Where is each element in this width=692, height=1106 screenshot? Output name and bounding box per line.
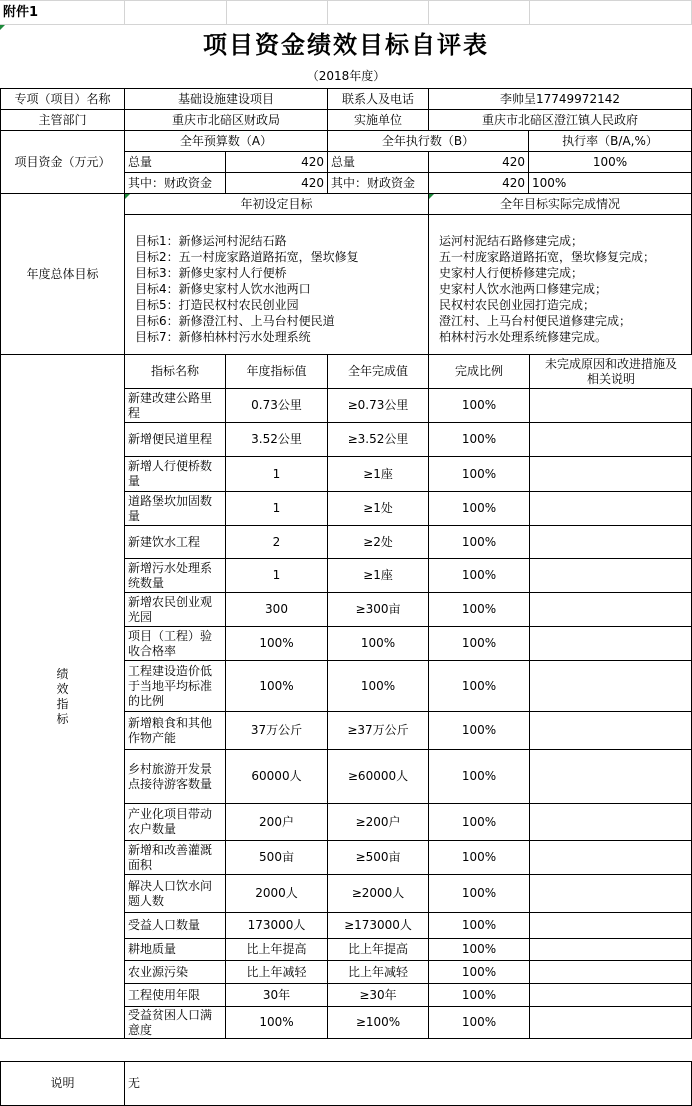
indicator-ratio: 100% xyxy=(428,840,530,875)
indicator-target: 比上年提高 xyxy=(225,938,328,961)
indicator-name: 新增便民道里程 xyxy=(124,422,226,457)
indicator-reason xyxy=(529,912,692,939)
indicator-reason xyxy=(529,938,692,961)
indicator-ratio: 100% xyxy=(428,558,530,593)
indicator-reason xyxy=(529,388,692,423)
indicator-actual: ≥173000人 xyxy=(327,912,429,939)
indicator-name: 新增粮食和其他作物产能 xyxy=(124,711,226,750)
indicator-ratio: 100% xyxy=(428,626,530,661)
indicator-ratio: 100% xyxy=(428,803,530,841)
indicator-name: 产业化项目带动农户数量 xyxy=(124,803,226,841)
indicator-name: 新增农民创业观光园 xyxy=(124,592,226,627)
indicator-actual: 100% xyxy=(327,626,429,661)
project-name-value: 基础设施建设项目 xyxy=(124,88,328,110)
page-title: 项目资金绩效目标自评表 xyxy=(203,29,489,59)
indicator-name: 受益贫困人口满意度 xyxy=(124,1006,226,1039)
indicator-actual: ≥500亩 xyxy=(327,840,429,875)
exec-fiscal-value: 420 xyxy=(428,172,529,194)
indicator-actual: ≥1座 xyxy=(327,456,429,492)
indicator-actual: ≥60000人 xyxy=(327,749,429,804)
actual-item: 运河村泥结石路修建完成； xyxy=(439,234,584,248)
indicator-reason xyxy=(529,749,692,804)
indicator-target: 100% xyxy=(225,1006,328,1039)
actual-item: 史家村人行便桥修建完成； xyxy=(439,266,584,280)
indicator-target: 100% xyxy=(225,660,328,712)
performance-indicators-label: 绩 效 指 标 xyxy=(0,354,125,1039)
indicator-header-reason: 未完成原因和改进措施及相关说明 xyxy=(529,354,692,389)
indicator-name: 道路堡坎加固数量 xyxy=(124,491,226,526)
budget-total-label: 总量 xyxy=(124,151,226,173)
indicator-target: 0.73公里 xyxy=(225,388,328,423)
rate-header: 执行率（B/A,%） xyxy=(528,130,692,152)
contact-value: 李帅呈17749972142 xyxy=(428,88,692,110)
indicator-target: 100% xyxy=(225,626,328,661)
indicator-reason xyxy=(529,874,692,913)
actual-item: 史家村人饮水池两口修建完成； xyxy=(439,282,608,296)
annual-goal-label: 年度总体目标 xyxy=(0,193,125,355)
indicator-ratio: 100% xyxy=(428,491,530,526)
indicator-target: 200户 xyxy=(225,803,328,841)
indicator-actual: ≥30年 xyxy=(327,983,429,1007)
goal-header: 年初设定目标 xyxy=(124,193,429,215)
budget-fiscal-label: 其中：财政资金 xyxy=(124,172,226,194)
indicator-reason xyxy=(529,960,692,984)
indicator-target: 60000人 xyxy=(225,749,328,804)
impl-unit-label: 实施单位 xyxy=(327,109,429,131)
contact-label: 联系人及电话 xyxy=(327,88,429,110)
indicator-name: 新建饮水工程 xyxy=(124,525,226,559)
exec-total-label: 总量 xyxy=(327,151,429,173)
rate-fiscal-value: 100% xyxy=(528,172,692,194)
indicator-ratio: 100% xyxy=(428,660,530,712)
actual-comment-marker-icon xyxy=(429,194,434,199)
exec-fiscal-label: 其中：财政资金 xyxy=(327,172,429,194)
indicator-ratio: 100% xyxy=(428,388,530,423)
budget-header: 全年预算数（A） xyxy=(124,130,328,152)
indicator-name: 耕地质量 xyxy=(124,938,226,961)
actual-header: 全年目标实际完成情况 xyxy=(428,193,692,215)
indicator-name: 新建改建公路里程 xyxy=(124,388,226,423)
indicator-actual: ≥1座 xyxy=(327,558,429,593)
indicator-ratio: 100% xyxy=(428,912,530,939)
funds-label: 项目资金（万元） xyxy=(0,130,125,194)
indicator-reason xyxy=(529,626,692,661)
indicator-ratio: 100% xyxy=(428,983,530,1007)
goal-item: 目标2：五一村庞家路道路拓宽，堡坎修复 xyxy=(135,250,359,264)
indicator-actual: ≥1处 xyxy=(327,491,429,526)
note-label: 说明 xyxy=(0,1061,125,1106)
goal-item: 目标5：打造民权村农民创业园 xyxy=(135,298,299,312)
goal-item: 目标6：新修澄江村、上马台村便民道 xyxy=(135,314,335,328)
goal-comment-marker-icon xyxy=(125,194,130,199)
indicator-reason xyxy=(529,983,692,1007)
indicator-actual: ≥3.52公里 xyxy=(327,422,429,457)
indicator-reason xyxy=(529,456,692,492)
indicator-actual: ≥2000人 xyxy=(327,874,429,913)
indicator-ratio: 100% xyxy=(428,749,530,804)
indicator-name: 农业源污染 xyxy=(124,960,226,984)
indicator-reason xyxy=(529,592,692,627)
indicator-ratio: 100% xyxy=(428,525,530,559)
indicator-reason xyxy=(529,660,692,712)
goal-item: 目标1：新修运河村泥结石路 xyxy=(135,234,287,248)
indicator-actual: ≥37万公斤 xyxy=(327,711,429,750)
project-name-label: 专项（项目）名称 xyxy=(0,88,125,110)
actual-item: 民权村农民创业园打造完成； xyxy=(439,298,596,312)
indicator-target: 2000人 xyxy=(225,874,328,913)
actuals-list xyxy=(428,214,692,355)
indicator-header-actual: 全年完成值 xyxy=(327,354,429,389)
indicator-reason xyxy=(529,711,692,750)
dept-label: 主管部门 xyxy=(0,109,125,131)
indicator-ratio: 100% xyxy=(428,711,530,750)
goal-item: 目标4：新修史家村人饮水池两口 xyxy=(135,282,311,296)
dept-value: 重庆市北碚区财政局 xyxy=(124,109,328,131)
indicator-name: 新增和改善灌溉面积 xyxy=(124,840,226,875)
indicator-ratio: 100% xyxy=(428,456,530,492)
indicator-ratio: 100% xyxy=(428,1006,530,1039)
indicator-target: 37万公斤 xyxy=(225,711,328,750)
indicator-target: 1 xyxy=(225,491,328,526)
indicator-target: 2 xyxy=(225,525,328,559)
exec-total-value: 420 xyxy=(428,151,529,173)
indicator-reason xyxy=(529,558,692,593)
indicator-actual: 比上年减轻 xyxy=(327,960,429,984)
indicator-ratio: 100% xyxy=(428,874,530,913)
indicator-name: 解决人口饮水问题人数 xyxy=(124,874,226,913)
indicator-target: 比上年减轻 xyxy=(225,960,328,984)
year-subtitle: （2018年度） xyxy=(306,68,386,83)
attachment-label: 附件1 xyxy=(3,4,39,20)
goals-list xyxy=(124,214,429,355)
indicator-target: 3.52公里 xyxy=(225,422,328,457)
note-value: 无 xyxy=(124,1061,692,1106)
rate-total-value: 100% xyxy=(528,151,692,173)
actual-item: 澄江村、上马台村便民道修建完成； xyxy=(439,314,632,328)
indicator-header-ratio: 完成比例 xyxy=(428,354,530,389)
indicator-name: 新增人行便桥数量 xyxy=(124,456,226,492)
indicator-reason xyxy=(529,1006,692,1039)
actual-item: 柏林村污水处理系统修建完成。 xyxy=(439,330,608,344)
indicator-ratio: 100% xyxy=(428,592,530,627)
exec-header: 全年执行数（B） xyxy=(327,130,529,152)
indicator-actual: ≥0.73公里 xyxy=(327,388,429,423)
actual-item: 五一村庞家路道路拓宽，堡坎修复完成； xyxy=(439,250,656,264)
indicator-actual: 比上年提高 xyxy=(327,938,429,961)
budget-total-value: 420 xyxy=(225,151,328,173)
indicator-name: 受益人口数量 xyxy=(124,912,226,939)
cell-comment-marker-icon xyxy=(0,25,5,30)
indicator-actual: ≥300亩 xyxy=(327,592,429,627)
indicator-target: 1 xyxy=(225,558,328,593)
indicator-actual: 100% xyxy=(327,660,429,712)
goal-item: 目标3：新修史家村人行便桥 xyxy=(135,266,287,280)
indicator-reason xyxy=(529,422,692,457)
indicator-actual: ≥2处 xyxy=(327,525,429,559)
indicator-reason xyxy=(529,803,692,841)
indicator-target: 30年 xyxy=(225,983,328,1007)
budget-fiscal-value: 420 xyxy=(225,172,328,194)
indicator-name: 乡村旅游开发景点接待游客数量 xyxy=(124,749,226,804)
indicator-actual: ≥200户 xyxy=(327,803,429,841)
indicator-ratio: 100% xyxy=(428,938,530,961)
indicator-target: 500亩 xyxy=(225,840,328,875)
impl-unit-value: 重庆市北碚区澄江镇人民政府 xyxy=(428,109,692,131)
indicator-name: 项目（工程）验收合格率 xyxy=(124,626,226,661)
indicator-target: 1 xyxy=(225,456,328,492)
indicator-target: 300 xyxy=(225,592,328,627)
indicator-reason xyxy=(529,491,692,526)
indicator-actual: ≥100% xyxy=(327,1006,429,1039)
indicator-ratio: 100% xyxy=(428,960,530,984)
indicator-name: 工程使用年限 xyxy=(124,983,226,1007)
indicator-header-name: 指标名称 xyxy=(124,354,226,389)
indicator-target: 173000人 xyxy=(225,912,328,939)
indicator-reason xyxy=(529,840,692,875)
indicator-ratio: 100% xyxy=(428,422,530,457)
goal-item: 目标7：新修柏林村污水处理系统 xyxy=(135,330,311,344)
indicator-name: 新增污水处理系统数量 xyxy=(124,558,226,593)
indicator-name: 工程建设造价低于当地平均标准的比例 xyxy=(124,660,226,712)
indicator-reason xyxy=(529,525,692,559)
indicator-header-target: 年度指标值 xyxy=(225,354,328,389)
